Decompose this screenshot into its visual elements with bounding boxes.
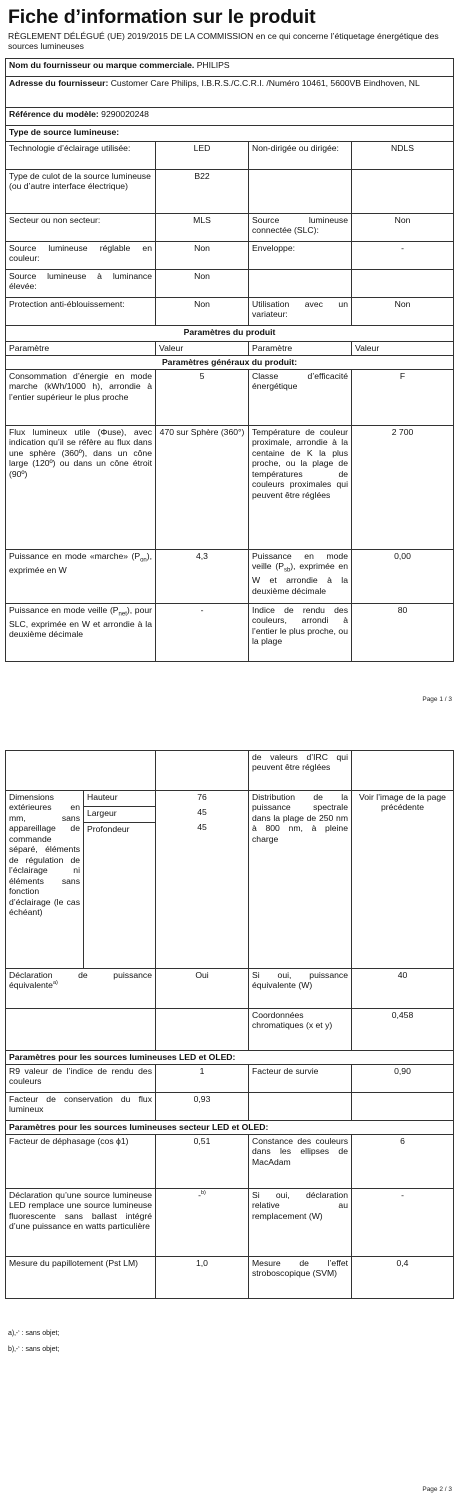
- table-row: Consommation d’énergie en mode marche (kWh/1000 h), arrondie à l’entier supérieur le plus proche 5 Classe d’efficacité énergétique F: [6, 369, 454, 425]
- general-header: Paramètres généraux du produit:: [6, 355, 454, 369]
- table-row: Facteur de conservation du flux lumineux 0,93: [6, 1093, 454, 1121]
- mains-led-header: Paramètres pour les sources lumineuses secteur LED et OLED:: [6, 1121, 454, 1135]
- info-table-1: [5, 58, 454, 662]
- table-row: Source lumineuse réglable en couleur: Non Enveloppe: -: [6, 241, 454, 269]
- address-row: Adresse du fournisseur: Customer Care Philips, I.B.R.S./C.C.R.I. /Numéro 10461, 5600VB Eindhoven, NL: [6, 76, 454, 107]
- page-number: Page 2 / 3: [422, 1486, 452, 1493]
- led-header: Paramètres pour les sources lumineuses LED et OLED:: [6, 1051, 454, 1065]
- table-row: Puissance en mode veille $(P_{net})$, pour SLC, exprimée en W et arrondie à la deuxième décimale - Indice de rendu des couleurs, arrondi à l’entier le plus proche, ou la plage 80: [6, 603, 454, 661]
- info-table-2: [5, 750, 454, 1299]
- table-row: Protection anti-éblouissement: Non Utilisation avec un variateur: Non: [6, 297, 454, 325]
- table-row: Puissance en mode «marche» $(P_{on})$, exprimée en W 4,3 Puissance en mode veille $(P_{sb})$, exprimée en W et arrondie à la deuxième décimale 0,00: [6, 549, 454, 603]
- table-row: Secteur ou non secteur: MLS Source lumineuse connectée (SLC): Non: [6, 213, 454, 241]
- table-row: Mesure du papillotement (Pst LM) 1,0 Mesure de l’effet stroboscopique (SVM) 0,4: [6, 1257, 454, 1299]
- page-number: Page 1 / 3: [422, 696, 452, 703]
- column-headers: Paramètre Valeur Paramètre Valeur: [6, 341, 454, 355]
- table-row: Flux lumineux utile (Φuse), avec indication qu’il se réfère au flux dans une sphère (360º), dans un cône large (120º) ou dans un cône étroit (90º) 470 sur Sphère (360°) Température de couleur proximale, arrondie à la centaine de K la plus proche, ou la plage de températures de couleurs proximales qui peuvent être réglées 2 700: [6, 425, 454, 549]
- page-title: Fiche d’information sur le produit: [8, 6, 316, 28]
- table-row: Source lumineuse à luminance élevée: Non: [6, 269, 454, 297]
- dimensions-row: Dimensions extérieures en mm, sans appareillage de commande séparé, éléments de régulation de l’éclairage ni éléments sans fonction d’éclairage (le cas échéant) Hauteur Largeur Profondeur 76 45 45 Distribution de la puissance spectrale dans la plage de 250 nm à 800 nm, à pleine charge Voir l’image de la page précédente: [6, 791, 454, 969]
- regulation-text: RÈGLEMENT DÉLÉGUÉ (UE) 2019/2015 DE LA COMMISSION en ce qui concerne l’étiquetage énergétique des sources lumineuses: [8, 31, 439, 52]
- source-type-header: Type de source lumineuse:: [6, 125, 454, 141]
- table-row: Facteur de déphasage (cos ϕ1) 0,51 Constance des couleurs dans les ellipses de MacAdam 6: [6, 1135, 454, 1189]
- table-row: Type de culot de la source lumineuse (ou d’autre interface électrique) B22: [6, 169, 454, 213]
- table-row: R9 valeur de l’indice de rendu des couleurs 1 Facteur de survie 0,90: [6, 1065, 454, 1093]
- table-row: de valeurs d’IRC qui peuvent être réglées: [6, 751, 454, 791]
- table-row: Technologie d’éclairage utilisée: LED Non-dirigée ou dirigée: NDLS: [6, 141, 454, 169]
- model-row: Référence du modèle: 9290020248: [6, 107, 454, 125]
- table-row: Coordonnées chromatiques (x et y) 0,458: [6, 1009, 454, 1051]
- page-1: [0, 0, 458, 720]
- table-row: Déclaration qu’une source lumineuse LED remplace une source lumineuse fluorescente sans ballast intégré d’une puissance en watts particulière -$^{b)}$ Si oui, déclaration relative au remplacement (W) -: [6, 1189, 454, 1257]
- table-row: Déclaration de puissance équivalente$^{a)}$ Oui Si oui, puissance équivalente (W) 40: [6, 969, 454, 1009]
- params-header: Paramètres du produit: [6, 325, 454, 341]
- footnote-a: a)‚-‘ : sans objet;: [8, 1330, 60, 1337]
- page-2: [0, 750, 458, 1500]
- footnote-b: b)‚-‘ : sans objet;: [8, 1346, 60, 1353]
- supplier-row: Nom du fournisseur ou marque commerciale. PHILIPS: [6, 58, 454, 76]
